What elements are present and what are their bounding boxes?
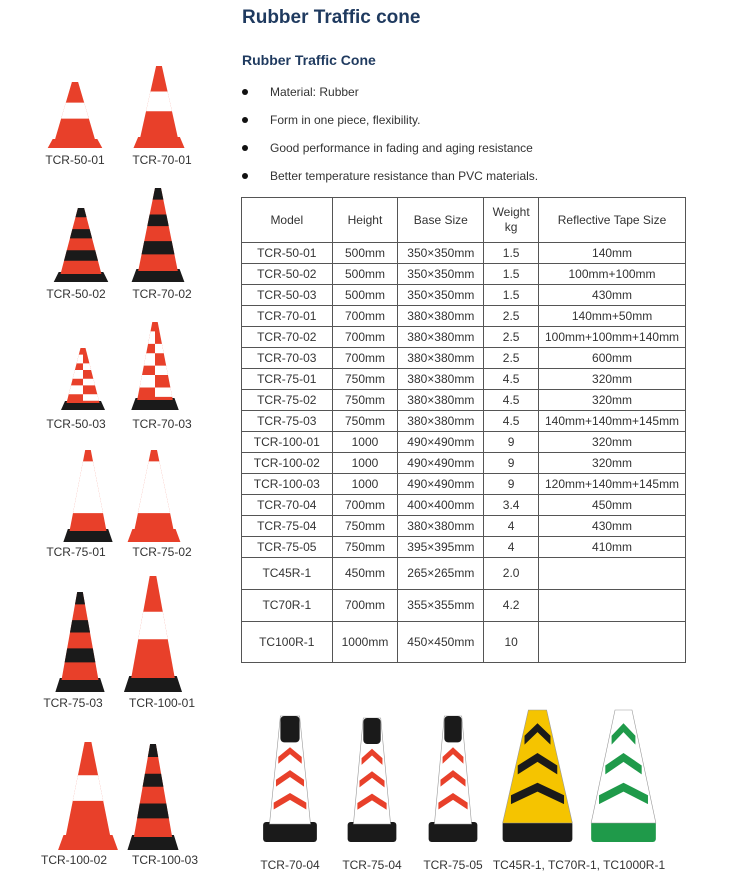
reflective-band <box>73 775 103 801</box>
product-image-4 <box>496 706 662 844</box>
cone-cap <box>280 716 299 742</box>
product-image-2 <box>343 714 401 844</box>
cell-tape-size: 600mm <box>539 348 686 369</box>
cone-tip <box>153 188 164 200</box>
cell-weight: 2.5 <box>484 327 539 348</box>
product-image-tcr-50-01 <box>44 78 106 150</box>
checker-panel <box>83 379 95 386</box>
cell-weight: 9 <box>484 474 539 495</box>
spec-row <box>242 369 686 390</box>
product-image-tcr-75-02 <box>124 446 184 544</box>
cell-weight: 4.5 <box>484 369 539 390</box>
product-caption: TCR-50-01 <box>45 153 105 167</box>
cell-base-size: 380×380mm <box>398 306 484 327</box>
cell-base-size: 450×450mm <box>398 622 484 663</box>
page-title: Rubber Traffic cone <box>242 7 421 28</box>
product-image-tcr-50-03 <box>58 344 108 412</box>
reflective-band <box>146 92 172 112</box>
black-band <box>147 215 168 227</box>
cell-height: 500mm <box>332 285 398 306</box>
cell-tape-size: 320mm <box>539 390 686 411</box>
spec-row <box>242 558 686 590</box>
cell-model: TCR-75-03 <box>242 411 333 432</box>
cell-weight: 10 <box>484 622 539 663</box>
cell-model: TCR-100-01 <box>242 432 333 453</box>
product-caption: TCR-70-04 <box>260 858 320 872</box>
cell-model: TCR-100-02 <box>242 453 333 474</box>
cell-height: 700mm <box>332 348 398 369</box>
product-image-tcr-75-01 <box>60 446 116 544</box>
header-height: Height <box>332 198 398 243</box>
cell-model: TCR-50-01 <box>242 243 333 264</box>
spec-row <box>242 590 686 622</box>
cell-weight: 1.5 <box>484 264 539 285</box>
black-band <box>137 804 169 819</box>
spec-row <box>242 285 686 306</box>
product-caption: TCR-50-03 <box>46 417 106 431</box>
spec-row <box>242 306 686 327</box>
cell-base-size: 490×490mm <box>398 432 484 453</box>
cell-weight: 2.5 <box>484 306 539 327</box>
cell-tape-size: 430mm <box>539 285 686 306</box>
feature-item: Good performance in fading and aging resistance <box>242 138 538 166</box>
cone-tip <box>75 592 85 604</box>
cell-base-size: 350×350mm <box>398 264 484 285</box>
cell-base-size: 490×490mm <box>398 453 484 474</box>
cell-height: 1000mm <box>332 622 398 663</box>
product-caption: TCR-50-02 <box>46 287 106 301</box>
cell-base-size: 265×265mm <box>398 558 484 590</box>
cell-height: 500mm <box>332 264 398 285</box>
product-caption: TCR-70-01 <box>132 153 192 167</box>
product-caption: TCR-75-04 <box>342 858 402 872</box>
cell-model: TCR-70-01 <box>242 306 333 327</box>
checker-panel <box>144 353 155 365</box>
product-caption: TC45R-1, TC70R-1, TC1000R-1 <box>492 858 666 872</box>
cell-base-size: 355×355mm <box>398 590 484 622</box>
cell-height: 750mm <box>332 411 398 432</box>
feature-item: Better temperature resistance than PVC materials. <box>242 166 538 194</box>
checker-panel <box>155 344 164 353</box>
section-subtitle: Rubber Traffic Cone <box>242 52 376 68</box>
product-caption: TCR-70-03 <box>132 417 192 431</box>
spec-row <box>242 348 686 369</box>
spec-row <box>242 390 686 411</box>
product-image-tcr-100-02 <box>54 738 122 852</box>
spec-header-row <box>242 198 686 243</box>
reflective-band <box>138 612 168 640</box>
cell-tape-size: 140mm <box>539 243 686 264</box>
cell-base-size: 380×380mm <box>398 411 484 432</box>
cell-tape-size <box>539 622 686 663</box>
cone-base <box>348 822 397 842</box>
cell-base-size: 380×380mm <box>398 390 484 411</box>
spec-table <box>241 197 686 663</box>
black-band <box>70 229 92 238</box>
product-image-tcr-70-02 <box>128 184 188 284</box>
cell-weight: 9 <box>484 432 539 453</box>
cell-height: 700mm <box>332 590 398 622</box>
cell-height: 450mm <box>332 558 398 590</box>
checker-panel <box>69 385 83 394</box>
black-band <box>142 241 175 254</box>
cell-weight: 4.5 <box>484 390 539 411</box>
cell-weight: 2.5 <box>484 348 539 369</box>
product-caption: TCR-75-05 <box>423 858 483 872</box>
checker-panel <box>73 370 83 379</box>
cone-base <box>429 822 478 842</box>
cell-height: 1000 <box>332 432 398 453</box>
cell-tape-size: 410mm <box>539 537 686 558</box>
cell-weight: 4 <box>484 537 539 558</box>
spec-row <box>242 622 686 663</box>
cell-model: TCR-75-05 <box>242 537 333 558</box>
spec-row <box>242 537 686 558</box>
cell-model: TCR-50-02 <box>242 264 333 285</box>
cell-tape-size: 100mm+100mm <box>539 264 686 285</box>
cell-weight: 3.4 <box>484 495 539 516</box>
cell-tape-size <box>539 590 686 622</box>
header-weight: Weight kg <box>484 198 539 243</box>
cell-weight: 4.5 <box>484 411 539 432</box>
spec-row <box>242 474 686 495</box>
cell-model: TCR-70-03 <box>242 348 333 369</box>
black-band <box>64 250 98 261</box>
cell-height: 500mm <box>332 243 398 264</box>
reflective-sleeve <box>138 461 170 513</box>
cone-base <box>263 822 317 842</box>
header-tape-size: Reflective Tape Size <box>539 198 686 243</box>
product-image-tcr-100-01 <box>120 572 186 694</box>
product-image-tcr-75-03 <box>52 588 108 694</box>
spec-row <box>242 243 686 264</box>
cell-weight: 1.5 <box>484 243 539 264</box>
cell-height: 750mm <box>332 369 398 390</box>
cone-base <box>124 676 182 692</box>
cone-base <box>58 835 118 850</box>
cone-body <box>134 744 172 837</box>
cell-tape-size: 320mm <box>539 369 686 390</box>
cone-body <box>62 592 99 680</box>
cell-tape-size: 450mm <box>539 495 686 516</box>
cone-base <box>503 821 573 842</box>
cell-tape-size <box>539 558 686 590</box>
cell-model: TC45R-1 <box>242 558 333 590</box>
cone-tip <box>148 744 158 757</box>
product-image-3 <box>424 712 482 844</box>
product-caption: TCR-75-01 <box>46 545 106 559</box>
checker-panel <box>83 363 91 370</box>
checker-panel <box>155 388 172 397</box>
cell-model: TCR-70-02 <box>242 327 333 348</box>
cell-weight: 4 <box>484 516 539 537</box>
spec-row <box>242 495 686 516</box>
spec-row <box>242 327 686 348</box>
reflective-sleeve <box>73 461 103 513</box>
cell-model: TCR-100-03 <box>242 474 333 495</box>
cell-base-size: 380×380mm <box>398 369 484 390</box>
cell-height: 700mm <box>332 495 398 516</box>
cell-tape-size: 320mm <box>539 453 686 474</box>
checker-panel <box>155 366 168 375</box>
cone-base <box>127 835 178 850</box>
cell-model: TCR-70-04 <box>242 495 333 516</box>
cell-height: 700mm <box>332 306 398 327</box>
cell-height: 700mm <box>332 327 398 348</box>
product-caption: TCR-100-03 <box>131 853 199 867</box>
cell-height: 1000 <box>332 453 398 474</box>
cell-base-size: 400×400mm <box>398 495 484 516</box>
cell-tape-size: 320mm <box>539 432 686 453</box>
cell-base-size: 380×380mm <box>398 348 484 369</box>
product-image-tcr-50-02 <box>50 204 112 284</box>
cell-height: 1000 <box>332 474 398 495</box>
cell-base-size: 490×490mm <box>398 474 484 495</box>
cell-model: TCR-75-01 <box>242 369 333 390</box>
cell-model: TC70R-1 <box>242 590 333 622</box>
cone-base <box>591 821 656 842</box>
reflective-band <box>61 103 89 119</box>
spec-row <box>242 453 686 474</box>
feature-list <box>242 82 538 194</box>
cell-tape-size: 100mm+100mm+140mm <box>539 327 686 348</box>
cell-base-size: 350×350mm <box>398 285 484 306</box>
cell-base-size: 350×350mm <box>398 243 484 264</box>
product-image-tcr-70-01 <box>130 62 188 150</box>
product-caption: TCR-100-01 <box>128 696 196 710</box>
cone-body <box>61 208 102 274</box>
black-band <box>65 648 96 662</box>
cell-weight: 1.5 <box>484 285 539 306</box>
cell-base-size: 395×395mm <box>398 537 484 558</box>
feature-item: Material: Rubber <box>242 82 538 110</box>
spec-row <box>242 264 686 285</box>
product-image-tcr-100-03 <box>124 740 182 852</box>
product-caption: TCR-70-02 <box>132 287 192 301</box>
cell-tape-size: 140mm+50mm <box>539 306 686 327</box>
cell-weight: 2.0 <box>484 558 539 590</box>
cone-body <box>138 188 178 271</box>
header-base-size: Base Size <box>398 198 484 243</box>
cell-base-size: 380×380mm <box>398 327 484 348</box>
cell-model: TCR-75-04 <box>242 516 333 537</box>
checker-panel <box>77 355 83 364</box>
cell-height: 750mm <box>332 537 398 558</box>
spec-row <box>242 516 686 537</box>
product-image-tcr-70-03 <box>128 318 182 412</box>
cell-base-size: 380×380mm <box>398 516 484 537</box>
black-band <box>70 620 90 632</box>
black-band <box>143 774 164 787</box>
cell-model: TCR-50-03 <box>242 285 333 306</box>
header-model: Model <box>242 198 333 243</box>
cone-cap <box>363 718 380 744</box>
spec-row <box>242 432 686 453</box>
cone-base <box>55 678 104 692</box>
product-caption: TCR-75-03 <box>43 696 103 710</box>
checker-panel <box>140 375 155 387</box>
checker-panel <box>148 331 155 343</box>
cell-model: TC100R-1 <box>242 622 333 663</box>
spec-row <box>242 411 686 432</box>
cell-model: TCR-75-02 <box>242 390 333 411</box>
product-caption: TCR-75-02 <box>132 545 192 559</box>
cell-height: 750mm <box>332 390 398 411</box>
cell-tape-size: 140mm+140mm+145mm <box>539 411 686 432</box>
cell-weight: 4.2 <box>484 590 539 622</box>
product-image-1 <box>258 712 322 844</box>
cell-weight: 9 <box>484 453 539 474</box>
feature-item: Form in one piece, flexibility. <box>242 110 538 138</box>
cone-cap <box>444 716 461 742</box>
product-caption: TCR-100-02 <box>40 853 108 867</box>
cell-height: 750mm <box>332 516 398 537</box>
checker-panel <box>83 394 99 401</box>
spec-table-body <box>242 243 686 663</box>
cone-tip <box>75 208 86 217</box>
cell-tape-size: 120mm+140mm+145mm <box>539 474 686 495</box>
cell-tape-size: 430mm <box>539 516 686 537</box>
